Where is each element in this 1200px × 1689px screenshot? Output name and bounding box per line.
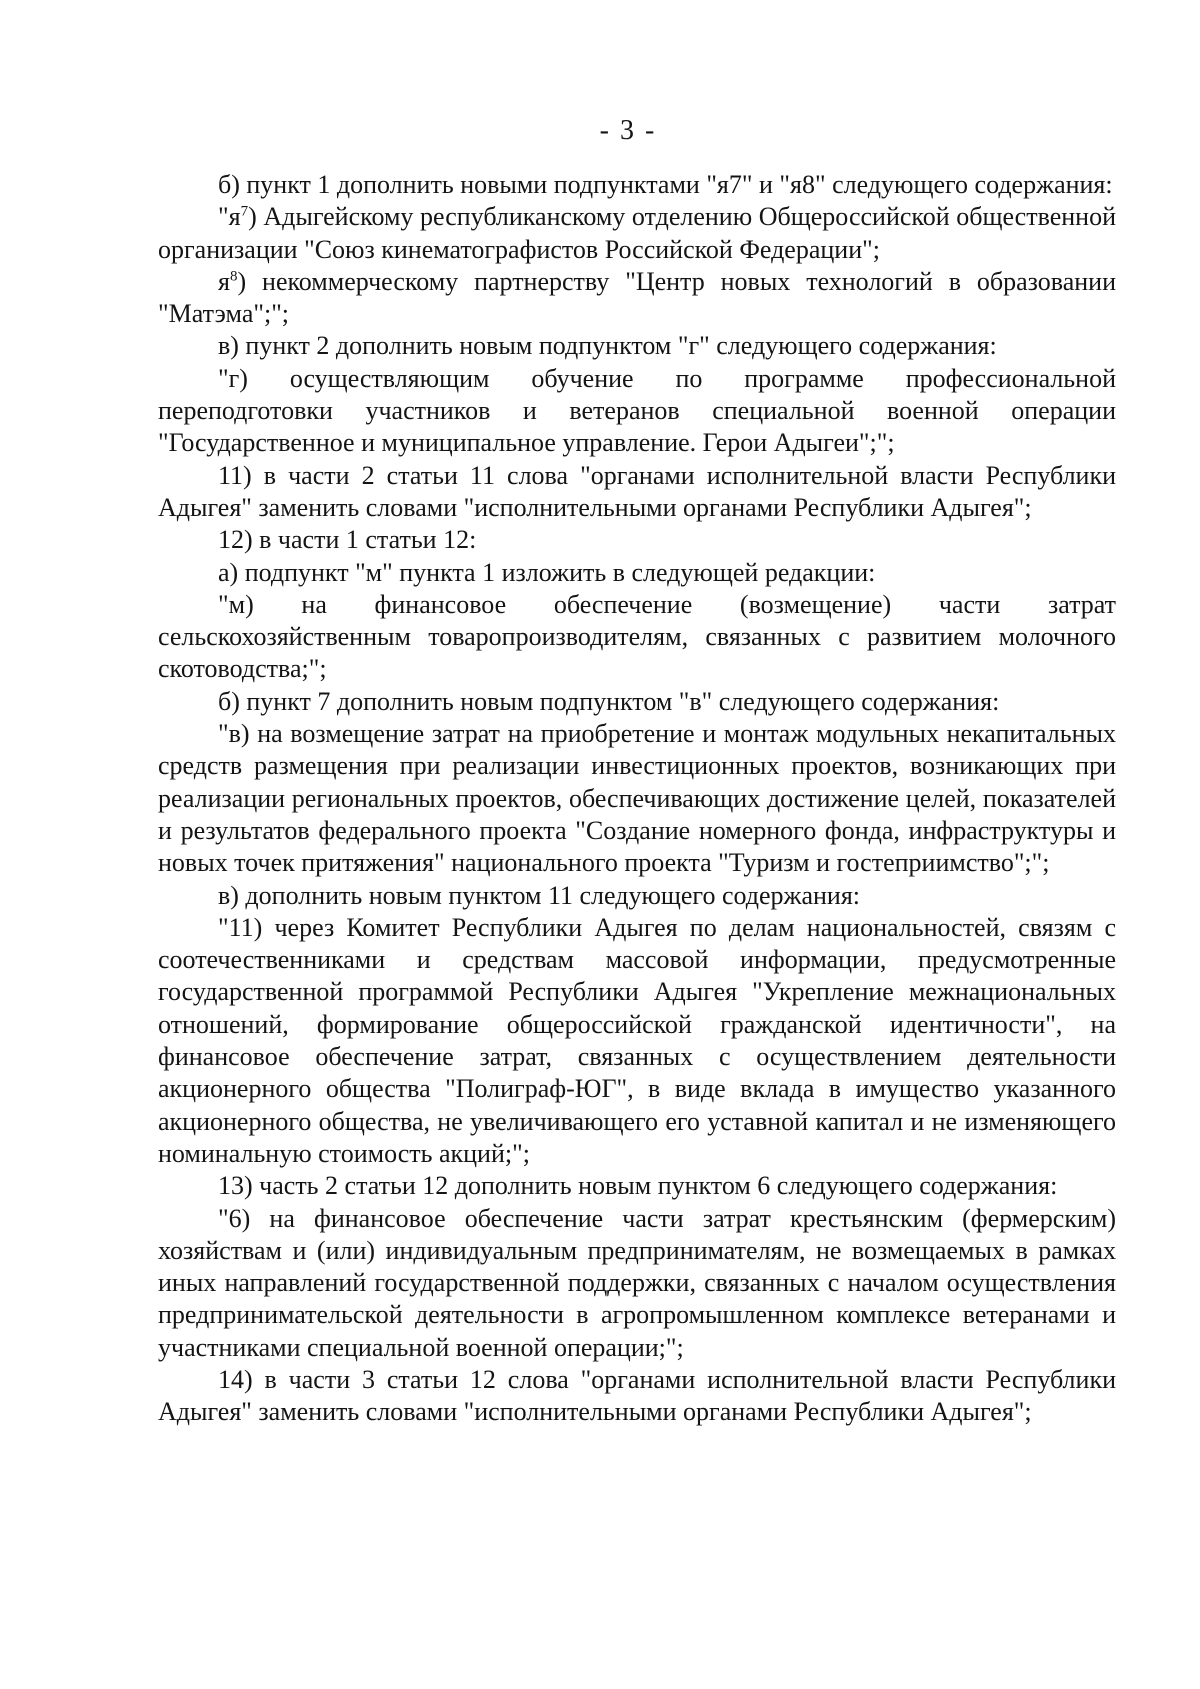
paragraph-text: б) пункт 1 дополнить новыми подпунктами "я7" и "я8" следующего содержания: [218, 170, 1113, 199]
paragraph [158, 266, 1116, 331]
paragraph [158, 1170, 1116, 1202]
paragraph [158, 1203, 1116, 1364]
paragraph [158, 460, 1116, 525]
paragraph [158, 363, 1116, 460]
superscript: 7 [240, 203, 249, 220]
paragraph [158, 557, 1116, 589]
paragraph-text: "11) через Комитет Республики Адыгея по делам национальностей, связям с соотечественниками и средствам массовой информации, предусмотренные государственной программой Республики Адыгея "Укрепление межнациональных отношений, формирование общероссийской гражданской идентичности", на финансовое обеспечение затрат, связанных с осуществлением деятельности акционерного общества "Полиграф-ЮГ", в виде вклада в имущество указанного акционерного общества, не увеличивающего его уставной капитал и не изменяющего номинальную стоимость акций;"; [158, 912, 1116, 1168]
paragraph-text: б) пункт 7 дополнить новым подпунктом "в" следующего содержания: [218, 686, 1000, 716]
paragraph [158, 718, 1116, 879]
paragraph-text-after: ) некоммерческому партнерству "Центр новых технологий в образовании "Матэма";"; [158, 266, 1116, 329]
paragraph [158, 1364, 1116, 1429]
paragraph [158, 201, 1116, 266]
paragraph-text: в) пункт 2 дополнить новым подпунктом "г" следующего содержания: [218, 331, 997, 361]
paragraph [158, 589, 1116, 686]
paragraph-text: 11) в части 2 статьи 11 слова "органами исполнительной власти Республики Адыгея" заменить словами "исполнительными органами Республики Адыгея"; [158, 460, 1116, 522]
paragraph-text: "6) на финансовое обеспечение части затрат крестьянским (фермерским) хозяйствам и (или) индивидуальным предпринимателям, не возмещаемых в рамках иных направлений государственной поддержки, связанных с началом осуществления предпринимательской деятельности в агропромышленном комплексе ветеранами и участниками специальной военной операции;"; [158, 1203, 1116, 1362]
paragraph-text: "в) на возмещение затрат на приобретение и монтаж модульных некапитальных средств размещения при реализации инвестиционных проектов, возникающих при реализации региональных проектов, обеспечивающих достижение целей, показателей и результатов федерального проекта "Создание номерного фонда, инфраструктуры и новых точек притяжения" национального проекта "Туризм и гостеприимство";"; [158, 719, 1116, 878]
paragraph-text: а) подпункт "м" пункта 1 изложить в следующей редакции: [218, 557, 876, 587]
document-body [158, 169, 1116, 1429]
paragraph [158, 686, 1116, 718]
paragraph-text: "г) осуществляющим обучение по программе профессиональной переподготовки участников и ветеранов специальной военной операции "Государственное и муниципальное управление. Герои Адыгеи";"; [158, 363, 1116, 458]
superscript: 8 [229, 268, 238, 285]
paragraph [158, 524, 1116, 556]
paragraph [158, 880, 1116, 912]
page-number: - 3 - [599, 115, 657, 146]
paragraph-text-before: я [218, 266, 230, 296]
paragraph-text: 13) часть 2 статьи 12 дополнить новым пунктом 6 следующего содержания: [218, 1171, 1058, 1201]
paragraph [158, 912, 1116, 1170]
paragraph-text: в) дополнить новым пунктом 11 следующего содержания: [218, 880, 861, 910]
paragraph-text: 14) в части 3 статьи 12 слова "органами исполнительной власти Республики Адыгея" заменить словами "исполнительными органами Республики Адыгея"; [158, 1364, 1116, 1427]
paragraph-text: "м) на финансовое обеспечение (возмещение) части затрат сельскохозяйственным товаропроизводителям, связанных с развитием молочного скотоводства;"; [158, 589, 1116, 684]
paragraph-text-after: ) Адыгейскому республиканскому отделению Общероссийской общественной организации "Союз кинематографистов Российской Федерации"; [158, 202, 1116, 264]
paragraph-text: 12) в части 1 статьи 12: [218, 525, 477, 555]
paragraph-text-before: "я [218, 202, 241, 232]
paragraph [158, 169, 1116, 201]
paragraph [158, 330, 1116, 362]
